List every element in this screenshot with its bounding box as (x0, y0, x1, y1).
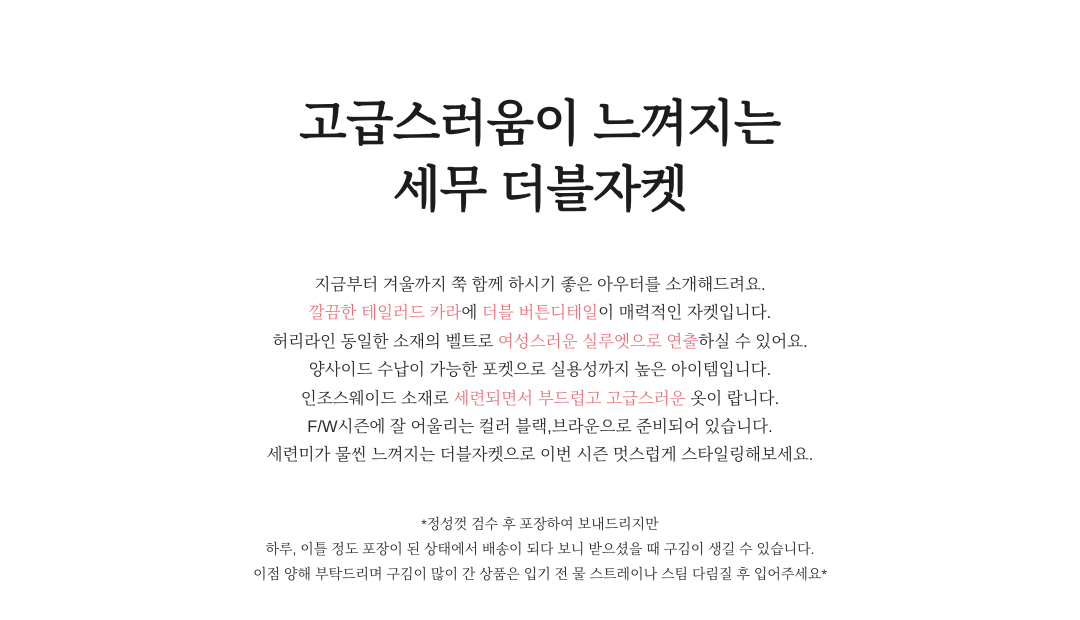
description-line-5 (0, 385, 1080, 413)
product-description-page (0, 33, 1080, 620)
description-line-2-highlight-1: 깔끔한 테일러드 카라 (308, 304, 462, 323)
page-title-line-2: 세무 더블자켓 (392, 162, 688, 217)
page-title-line-1: 고급스러움이 느껴지는 (299, 96, 781, 151)
description-line-6: F/W시즌에 잘 어울리는 컬러 블랙,브라운으로 준비되어 있습니다. (307, 417, 773, 436)
page-title (0, 33, 1080, 223)
description-line-5-text-1: 인조스웨이드 소재로 (300, 389, 454, 408)
description-line-7: 세련미가 물씬 느껴지는 더블자켓으로 이번 시즌 멋스럽게 스타일링해보세요. (266, 446, 814, 465)
notice-line-3: 이점 양해 부탁드리며 구김이 많이 간 상품은 입기 전 물 스트레이나 스팀 다림질 후 입어주세요* (253, 565, 827, 582)
description-line-2-text-2: 이 매력적인 자켓입니다. (598, 304, 772, 323)
notice-line-2: 하루, 이틀 정도 포장이 된 상태에서 배송이 되다 보니 받으셨을 때 구김이 생길 수 있습니다. (265, 540, 815, 557)
description-line-4: 양사이드 수납이 가능한 포켓으로 실용성까지 높은 아이템입니다. (308, 361, 772, 380)
description-line-3-text-2: 하실 수 있어요. (698, 332, 808, 351)
description-line-3 (0, 328, 1080, 356)
description-line-2-highlight-2: 더블 버튼디테일 (481, 304, 599, 323)
description-line-3-text-1: 허리라인 동일한 소재의 벨트로 (272, 332, 498, 351)
description-line-5-highlight: 세련되면서 부드럽고 고급스러운 (453, 389, 686, 408)
description-line-5-text-2: 옷이 랍니다. (685, 389, 780, 408)
description-line-1: 지금부터 겨울까지 쭉 함께 하시기 좋은 아우터를 소개해드려요. (314, 276, 766, 295)
description-line-3-highlight: 여성스러운 실루엣으로 연출 (497, 332, 699, 351)
description-line-2-text-1: 에 (461, 304, 482, 323)
notice-line-1: *정성껏 검수 후 포장하여 보내드리지만 (421, 515, 659, 532)
description-line-2 (0, 299, 1080, 327)
description-paragraph (0, 271, 1080, 470)
notice-paragraph (0, 512, 1080, 587)
